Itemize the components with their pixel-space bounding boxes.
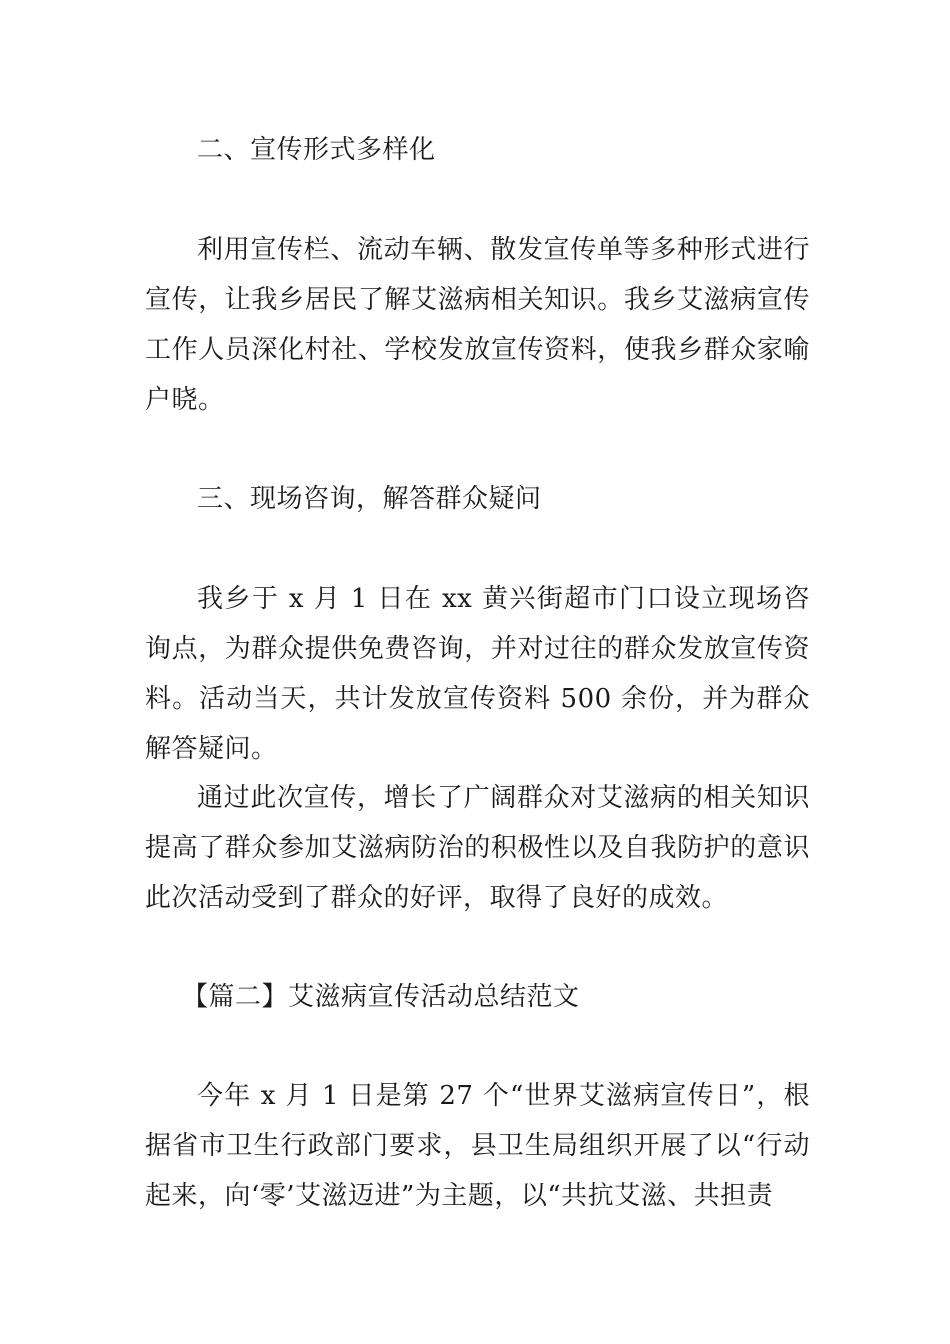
section-two-body: 利用宣传栏、流动车辆、散发宣传单等多种形式进行宣传，让我乡居民了解艾滋病相关知识。我乡艾滋病宣传工作人员深化村社、学校发放宣传资料，使我乡群众家喻户晓。 bbox=[145, 235, 810, 415]
part-two-title: 【篇二】艾滋病宣传活动总结范文 bbox=[182, 982, 580, 1012]
summary-body: 通过此次宣传，增长了广阔群众对艾滋病的相关知识提高了群众参加艾滋病防治的积极性以及自我防护的意识此次活动受到了群众的好评，取得了良好的成效。 bbox=[145, 783, 810, 913]
section-three-body: 我乡于 x 月 1 日在 xx 黄兴街超市门口设立现场咨询点，为群众提供免费咨询，并对过往的群众发放宣传资料。活动当天，共计发放宣传资料 500 余份，并为群众解答疑问。 bbox=[145, 584, 810, 764]
section-three-heading: 三、现场咨询，解答群众疑问 bbox=[197, 484, 542, 514]
section-two-heading: 二、宣传形式多样化 bbox=[197, 135, 436, 165]
part-two-body: 今年 x 月 1 日是第 27 个“世界艾滋病宣传日”，根据省市卫生行政部门要求，县卫生局组织开展了以“行动起来，向‘零’艾滋迈进”为主题，以“共抗艾滋、共担责 bbox=[145, 1081, 810, 1211]
